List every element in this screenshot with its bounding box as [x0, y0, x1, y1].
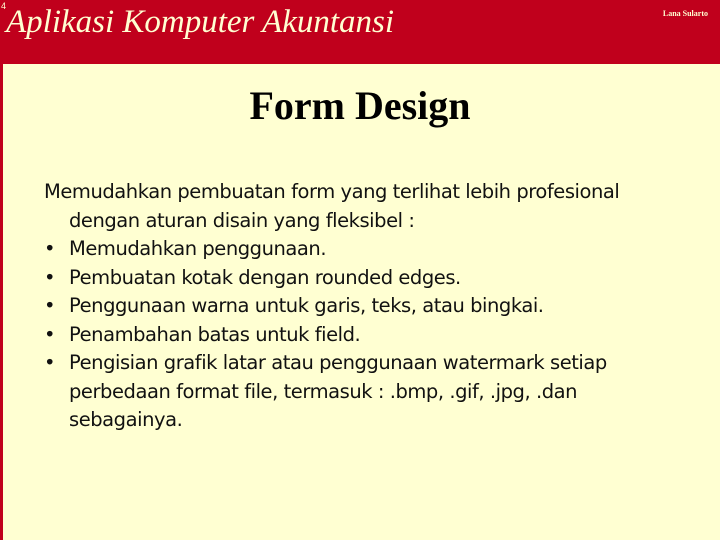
list-item-text: Penggunaan warna untuk garis, teks, atau bingkai. [69, 294, 544, 317]
list-item [44, 321, 694, 350]
list-item-text: Memudahkan penggunaan. [69, 237, 327, 260]
list-item [44, 349, 694, 435]
bullet-list [44, 235, 694, 435]
bullet-icon: • [44, 294, 56, 317]
bullet-icon: • [44, 351, 56, 374]
bullet-icon: • [44, 322, 56, 346]
list-item-text: Penambahan batas untuk field. [69, 322, 361, 346]
list-item [44, 264, 694, 293]
bullet-icon: • [44, 265, 56, 289]
bullet-icon: • [44, 237, 56, 260]
content-body [44, 178, 694, 435]
list-item [44, 292, 694, 321]
list-item [44, 235, 694, 264]
left-border [0, 64, 3, 540]
header-bar [0, 0, 720, 64]
list-item-text: Pembuatan kotak dengan rounded edges. [69, 265, 461, 289]
slide-number: 4 [1, 1, 7, 11]
author-name: Lana Sularto [662, 9, 708, 18]
intro-text: Memudahkan pembuatan form yang terlihat lebih profesional dengan aturan disain yang fleksibel : [44, 180, 620, 232]
page-title: Form Design [249, 83, 471, 128]
list-item-text: Pengisian grafik latar atau penggunaan watermark setiap perbedaan format file, termasuk : .bmp, .gif, .jpg, .dan sebagainya. [69, 351, 607, 431]
header-title: Aplikasi Komputer Akuntansi [6, 4, 395, 40]
